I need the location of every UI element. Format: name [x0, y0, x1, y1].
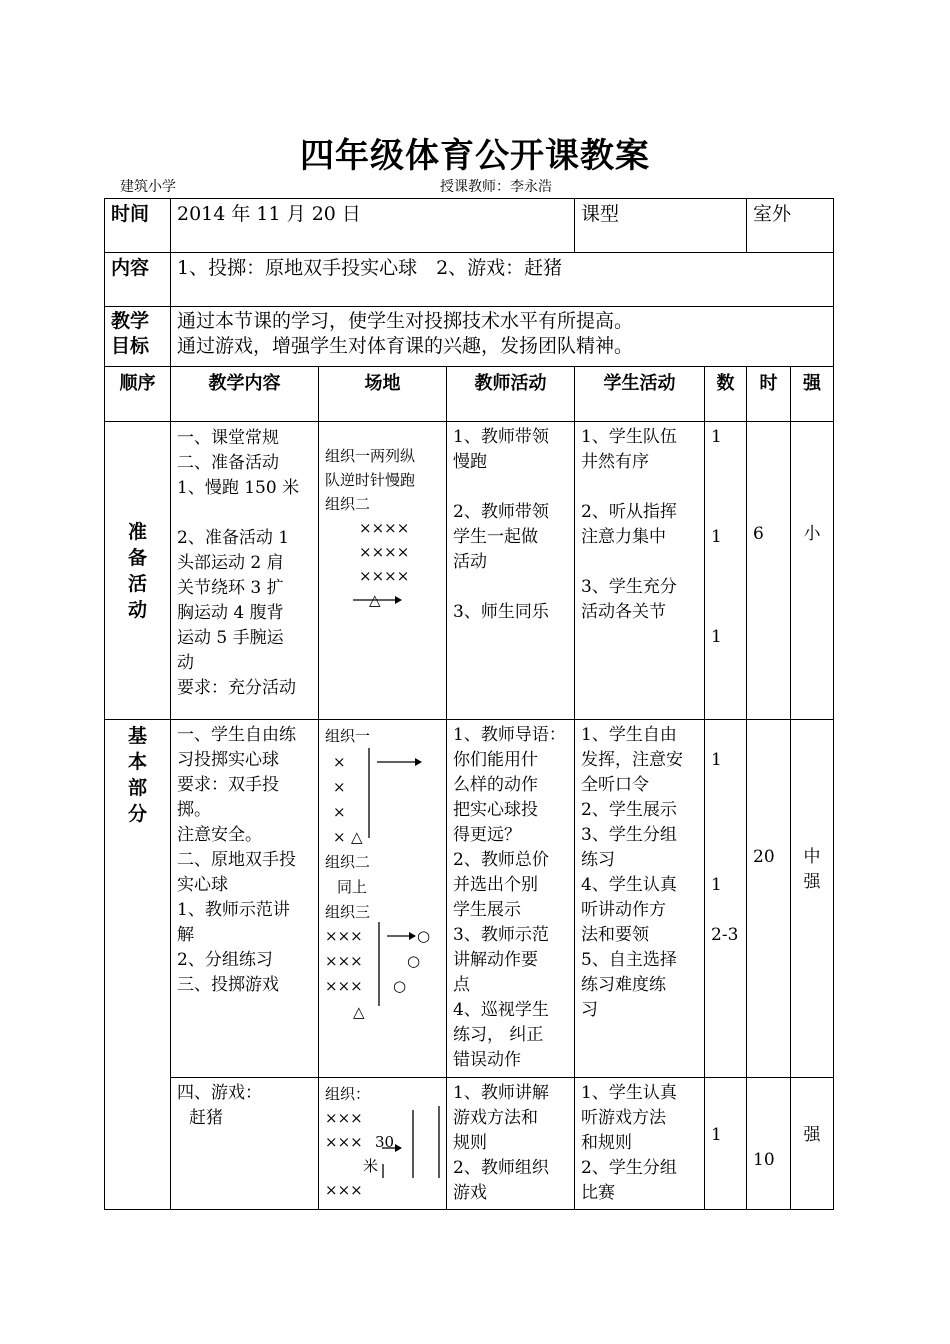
goal-text	[171, 307, 834, 367]
section-name: 基 本 部 分	[105, 720, 171, 1210]
game-time: 10	[747, 1078, 791, 1210]
section-name: 准 备 活 动	[105, 422, 171, 720]
goal-label-2: 目标	[111, 335, 150, 357]
field-diagram: 组织一 × × × × △ 组织二 同上 组织三 ××× ××× ××× ○ ○ ○ △	[325, 724, 440, 1074]
main-content: 一、学生自由练 习投掷实心球 要求：双手投 掷。 注意安全。 二、原地双手投 实心球 1、教师示范讲 解 2、分组练习 三、投掷游戏	[171, 720, 319, 1078]
header-count: 数	[705, 367, 747, 422]
triangle-icon: △	[353, 1003, 365, 1021]
goal-line-2: 通过游戏，增强学生对体育课的兴趣，发扬团队精神。	[177, 335, 634, 357]
main-count: 1 1 2-3	[705, 720, 747, 1078]
page-title: 四年级体育公开课教案	[300, 136, 650, 176]
teacher-name: 授课教师：李永浩	[440, 179, 552, 195]
main-intensity: 中 强	[791, 720, 834, 1078]
warmup-field: 组织一两列纵 队逆时针慢跑 组织二 ×××× ×××× ×××× △	[319, 422, 447, 720]
distance-unit: 米	[363, 1157, 379, 1175]
goal-line-1: 通过本节课的学习，使学生对投掷技术水平有所提高。	[177, 310, 634, 332]
triangle-icon: △	[351, 828, 363, 846]
content-row	[105, 253, 834, 307]
game-count: 1	[705, 1078, 747, 1210]
header-time: 时	[747, 367, 791, 422]
main-student: 1、学生自由 发挥，注意安 全听口令 2、学生展示 3、学生分组 练习 4、学生认真 听讲动作方 法和要领 5、自主选择 练习难度练 习	[575, 720, 705, 1078]
header-student: 学生活动	[575, 367, 705, 422]
type-label: 课型	[575, 199, 747, 253]
game-intensity: 强	[791, 1078, 834, 1210]
header-teacher: 教师活动	[447, 367, 575, 422]
section-warmup	[105, 422, 834, 720]
time-row	[105, 199, 834, 253]
distance-label: 30	[375, 1133, 395, 1151]
header-content: 教学内容	[171, 367, 319, 422]
content-value: 1、投掷：原地双手投实心球 2、游戏：赶猪	[171, 253, 834, 307]
teacher-marker	[325, 588, 440, 612]
warmup-teacher: 1、教师带领 慢跑 2、教师带领 学生一起做 活动 3、师生同乐	[447, 422, 575, 720]
content-label: 内容	[105, 253, 171, 307]
goal-label	[105, 307, 171, 367]
school-name: 建筑小学	[120, 179, 176, 195]
game-student: 1、学生认真 听游戏方法 和规则 2、学生分组 比赛	[575, 1078, 705, 1210]
lesson-plan-table	[104, 198, 834, 1210]
game-field	[319, 1078, 447, 1210]
ball-icon: ○	[417, 927, 431, 945]
game-teacher: 1、教师讲解 游戏方法和 规则 2、教师组织 游戏	[447, 1078, 575, 1210]
game-lane-icon	[375, 1104, 445, 1184]
throw-lane-icon	[365, 746, 425, 846]
goal-row	[105, 307, 834, 367]
warmup-content: 一、课堂常规 二、准备活动 1、慢跑 150 米 2、准备活动 1 头部运动 2 肩 关节绕环 3 扩 胸运动 4 腹背 运动 5 手腕运 动 要求：充分活动	[171, 422, 319, 720]
ball-icon: ○	[407, 952, 421, 970]
ball-icon: ○	[393, 977, 407, 995]
warmup-count: 1 1 1	[705, 422, 747, 720]
main-time: 20	[747, 720, 791, 1078]
time-value: 2014 年 11 月 20 日	[171, 199, 575, 253]
type-value: 室外	[747, 199, 834, 253]
header-order: 顺序	[105, 367, 171, 422]
header-row	[105, 367, 834, 422]
header-intensity: 强	[791, 367, 834, 422]
warmup-intensity: 小	[791, 422, 834, 720]
main-field	[319, 720, 447, 1078]
warmup-student: 1、学生队伍 井然有序 2、听从指挥 注意力集中 3、学生充分 活动各关节	[575, 422, 705, 720]
goal-label-1: 教学	[111, 310, 150, 332]
header-field: 场地	[319, 367, 447, 422]
time-label: 时间	[105, 199, 171, 253]
game-content: 四、游戏： 赶猪	[171, 1078, 319, 1210]
game-diagram: 组织： ××× ××× ××× 30 米	[325, 1082, 440, 1198]
triangle-icon: △	[369, 591, 381, 609]
warmup-time: 6	[747, 422, 791, 720]
section-game	[105, 1078, 834, 1210]
section-main	[105, 720, 834, 1078]
arrow-icon	[353, 593, 403, 607]
main-teacher: 1、教师导语： 你们能用什 么样的动作 把实心球投 得更远？ 2、教师总价 并选出个别 学生展示 3、教师示范 讲解动作要 点 4、巡视学生 练习， 纠正 错误动作	[447, 720, 575, 1078]
